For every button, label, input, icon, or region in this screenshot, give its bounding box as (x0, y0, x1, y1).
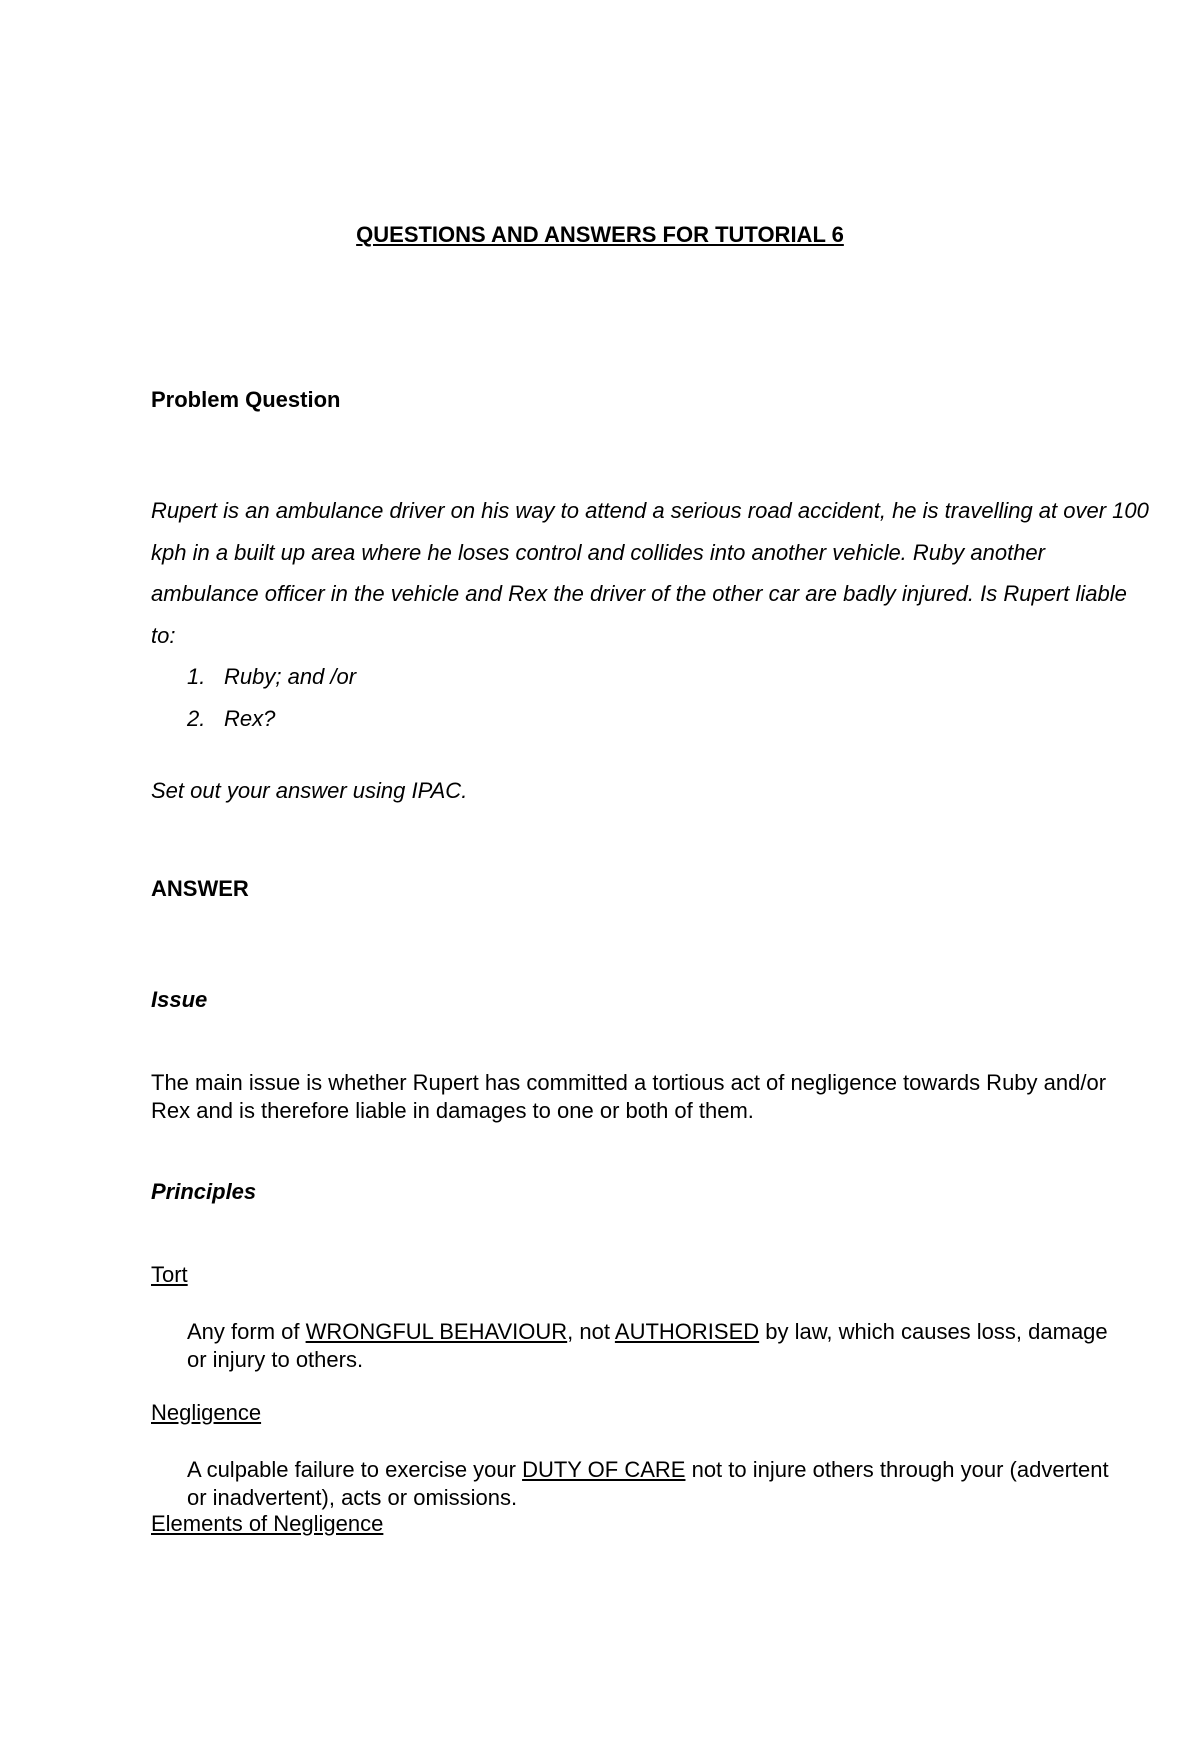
issue-heading: Issue (151, 987, 208, 1012)
tort-definition (187, 1318, 1132, 1374)
page-title: QUESTIONS AND ANSWERS FOR TUTORIAL 6 (356, 222, 844, 247)
authorised-term: AUTHORISED (614, 1319, 760, 1344)
tort-text-part: by law, which causes loss, damage or injury to others. (187, 1319, 1108, 1372)
wrongful-behaviour-term: WRONGFUL BEHAVIOUR (305, 1319, 568, 1344)
elements-of-negligence-heading: Elements of Negligence (151, 1511, 384, 1536)
principles-heading: Principles (151, 1179, 257, 1204)
negligence-definition (187, 1456, 1132, 1512)
list-number: 2. (187, 705, 206, 731)
answer-heading: ANSWER (151, 876, 249, 901)
negligence-heading: Negligence (151, 1400, 262, 1425)
instruction-text: Set out your answer using IPAC. (151, 778, 468, 803)
problem-paragraph: Rupert is an ambulance driver on his way to attend a serious road accident, he is travelling at over 100 kph in a built up area where he loses control and collides into another vehicle. Ruby another ambulance officer in the vehicle and Rex the driver of the other car are badly injured. Is Rupert liable to: (151, 498, 1149, 648)
problem-question-heading: Problem Question (151, 387, 341, 412)
tort-text-part: Any form of (187, 1319, 306, 1344)
tort-heading: Tort (151, 1262, 188, 1287)
tort-text-part: , not (567, 1319, 615, 1344)
list-item (151, 656, 1151, 698)
list-item (151, 698, 1151, 740)
problem-list (151, 656, 1151, 739)
duty-of-care-term: DUTY OF CARE (522, 1457, 686, 1482)
problem-text-block (151, 490, 1151, 739)
issue-text: The main issue is whether Rupert has committed a tortious act of negligence towards Ruby and/or Rex and is therefore liable in damages to one or both of them. (151, 1070, 1107, 1123)
negligence-text-part: not to injure others through your (advertent or inadvertent), acts or omissions. (187, 1457, 1109, 1510)
list-item-text: Rex? (224, 705, 276, 731)
list-number: 1. (187, 664, 206, 689)
list-item-text: Ruby; and /or (224, 664, 357, 689)
negligence-text-part: A culpable failure to exercise your (187, 1457, 523, 1482)
